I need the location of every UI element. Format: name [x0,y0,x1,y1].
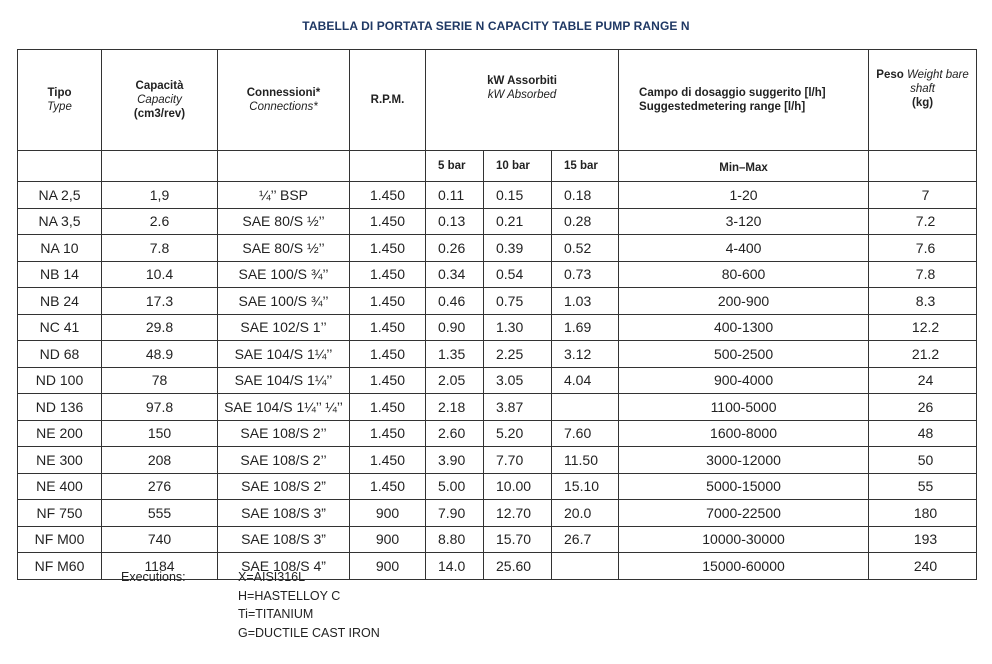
cell-metering-range: 10000-30000 [619,526,869,553]
cell-connection: SAE 108/S 2’’ [218,447,350,474]
header-type-label: Type [47,101,72,113]
cell-type: NB 14 [18,261,102,288]
table-row [18,473,977,500]
table-row [18,208,977,235]
cell-kw-5-bar: 8.80 [426,526,484,553]
cell-capacity: 10.4 [102,261,218,288]
cell-kw-15-bar: 20.0 [552,500,619,527]
cell-connection: SAE 100/S ¾’’ [218,288,350,315]
cell-weight: 21.2 [869,341,977,368]
cell-kw-5-bar: 14.0 [426,553,484,580]
cell-kw-15-bar: 0.52 [552,235,619,262]
header-campo-label: Campo di dosaggio suggerito [l/h] [639,87,826,99]
cell-type: NA 10 [18,235,102,262]
cell-connection: SAE 100/S ¾’’ [218,261,350,288]
cell-kw-10-bar: 5.20 [484,420,552,447]
execution-item: Ti=TITANIUM [238,607,314,621]
cell-rpm: 1.450 [350,420,426,447]
cell-connection: SAE 108/S 2” [218,473,350,500]
cell-type: NF M00 [18,526,102,553]
header-row [18,50,977,151]
table-row [18,314,977,341]
cell-type: ND 100 [18,367,102,394]
subheader-5-bar: 5 bar [426,151,484,182]
cell-metering-range: 80-600 [619,261,869,288]
cell-kw-10-bar: 1.30 [484,314,552,341]
cell-metering-range: 200-900 [619,288,869,315]
cell-kw-5-bar: 2.18 [426,394,484,421]
cell-type: NA 3,5 [18,208,102,235]
cell-rpm: 1.450 [350,447,426,474]
table-row [18,182,977,209]
cell-kw-5-bar: 0.11 [426,182,484,209]
cell-metering-range: 15000-60000 [619,553,869,580]
cell-capacity: 48.9 [102,341,218,368]
cell-weight: 180 [869,500,977,527]
cell-kw-10-bar: 3.05 [484,367,552,394]
cell-connection: SAE 108/S 4” [218,553,350,580]
subheader-empty [869,151,977,182]
cell-kw-10-bar: 0.39 [484,235,552,262]
cell-type: NA 2,5 [18,182,102,209]
header-rpm: R.P.M. [350,50,426,151]
execution-item: G=DUCTILE CAST IRON [238,625,380,640]
table-row [18,367,977,394]
cell-metering-range: 3000-12000 [619,447,869,474]
cell-rpm: 1.450 [350,367,426,394]
cell-kw-15-bar: 26.7 [552,526,619,553]
cell-rpm: 1.450 [350,341,426,368]
cell-capacity: 150 [102,420,218,447]
cell-kw-5-bar: 0.34 [426,261,484,288]
execution-item: H=HASTELLOY C [238,588,341,603]
cell-capacity: 1,9 [102,182,218,209]
cell-kw-15-bar [552,394,619,421]
subheader-empty [218,151,350,182]
table-row [18,394,977,421]
cell-rpm: 1.450 [350,208,426,235]
executions-list [238,568,488,642]
cell-kw-15-bar: 0.18 [552,182,619,209]
header-tipo-label: Tipo [47,87,72,99]
table-row [18,526,977,553]
cell-type: ND 68 [18,341,102,368]
cell-type: NE 200 [18,420,102,447]
cell-weight: 50 [869,447,977,474]
header-type [18,50,102,151]
header-weight [869,50,977,151]
cell-kw-10-bar: 0.75 [484,288,552,315]
subheader-empty [18,151,102,182]
cell-type: ND 136 [18,394,102,421]
header-weight-label: Weight bare [906,69,969,81]
cell-weight: 8.3 [869,288,977,315]
table-row [18,235,977,262]
cell-kw-5-bar: 0.46 [426,288,484,315]
cell-kw-15-bar: 4.04 [552,367,619,394]
cell-capacity: 17.3 [102,288,218,315]
cell-kw-15-bar: 1.69 [552,314,619,341]
cell-weight: 48 [869,420,977,447]
cell-metering-range: 400-1300 [619,314,869,341]
cell-rpm: 1.450 [350,288,426,315]
cell-connection: SAE 108/S 3” [218,526,350,553]
cell-rpm: 1.450 [350,314,426,341]
cell-connection: SAE 102/S 1’’ [218,314,350,341]
header-capacita-label: Capacità [135,80,184,92]
table-body [18,182,977,580]
cell-metering-range: 900-4000 [619,367,869,394]
header-kw-absorbed [426,50,619,151]
subheader-row [18,151,977,182]
cell-weight: 26 [869,394,977,421]
table-row [18,447,977,474]
header-suggested-label: Suggestedmetering range [l/h] [639,101,806,113]
cell-capacity: 97.8 [102,394,218,421]
execution-item: X=AISI316L [238,570,306,584]
cell-capacity: 555 [102,500,218,527]
cell-capacity: 208 [102,447,218,474]
cell-weight: 55 [869,473,977,500]
cell-kw-10-bar: 10.00 [484,473,552,500]
cell-capacity: 29.8 [102,314,218,341]
subheader-min-max: Min–Max [619,151,869,182]
cell-metering-range: 1-20 [619,182,869,209]
cell-weight: 7 [869,182,977,209]
cell-capacity: 2.6 [102,208,218,235]
cell-weight: 7.6 [869,235,977,262]
cell-kw-5-bar: 0.26 [426,235,484,262]
header-metering-range [619,50,869,151]
header-peso-label: Peso [876,69,904,81]
cell-connection: SAE 104/S 1¼’’ [218,367,350,394]
header-connections-label: Connections* [249,101,318,113]
cell-rpm: 1.450 [350,235,426,262]
cell-kw-10-bar: 15.70 [484,526,552,553]
executions-label: Executions: [121,570,186,584]
cell-connection: SAE 108/S 3” [218,500,350,527]
cell-metering-range: 4-400 [619,235,869,262]
cell-capacity: 1184 [102,553,218,580]
cell-type: NF 750 [18,500,102,527]
header-kg-label: (kg) [911,97,934,109]
cell-weight: 24 [869,367,977,394]
table-row [18,420,977,447]
capacity-table [17,49,977,580]
cell-kw-5-bar: 0.13 [426,208,484,235]
cell-kw-5-bar: 1.35 [426,341,484,368]
table-row [18,261,977,288]
subheader-15-bar: 15 bar [552,151,619,182]
cell-kw-10-bar: 2.25 [484,341,552,368]
table-row [18,288,977,315]
cell-metering-range: 3-120 [619,208,869,235]
cell-kw-5-bar: 2.05 [426,367,484,394]
header-kw-assorbiti-label: kW Assorbiti [487,75,557,87]
cell-weight: 240 [869,553,977,580]
cell-metering-range: 1600-8000 [619,420,869,447]
header-capacity [102,50,218,151]
cell-type: NB 24 [18,288,102,315]
cell-capacity: 740 [102,526,218,553]
header-connections [218,50,350,151]
cell-rpm: 900 [350,500,426,527]
cell-kw-15-bar: 7.60 [552,420,619,447]
subheader-10-bar: 10 bar [484,151,552,182]
cell-rpm: 900 [350,553,426,580]
cell-weight: 7.8 [869,261,977,288]
table-row [18,341,977,368]
cell-kw-10-bar: 3.87 [484,394,552,421]
cell-kw-5-bar: 2.60 [426,420,484,447]
cell-connection: SAE 80/S ½’’ [218,235,350,262]
cell-kw-15-bar: 15.10 [552,473,619,500]
cell-kw-10-bar: 7.70 [484,447,552,474]
cell-kw-5-bar: 7.90 [426,500,484,527]
cell-kw-5-bar: 5.00 [426,473,484,500]
cell-kw-15-bar: 1.03 [552,288,619,315]
table-row [18,500,977,527]
cell-kw-15-bar: 11.50 [552,447,619,474]
cell-type: NE 300 [18,447,102,474]
cell-metering-range: 5000-15000 [619,473,869,500]
cell-connection: SAE 104/S 1¼’’ ¼’’ [218,394,350,421]
cell-type: NE 400 [18,473,102,500]
subheader-empty [350,151,426,182]
cell-weight: 12.2 [869,314,977,341]
cell-connection: ¼’’ BSP [218,182,350,209]
cell-metering-range: 1100-5000 [619,394,869,421]
cell-metering-range: 7000-22500 [619,500,869,527]
page-title: TABELLA DI PORTATA SERIE N CAPACITY TABLE PUMP RANGE N [302,19,690,33]
cell-kw-15-bar: 0.28 [552,208,619,235]
cell-connection: SAE 80/S ½’’ [218,208,350,235]
cell-kw-5-bar: 0.90 [426,314,484,341]
cell-capacity: 276 [102,473,218,500]
cell-weight: 7.2 [869,208,977,235]
cell-kw-10-bar: 25.60 [484,553,552,580]
cell-type: NF M60 [18,553,102,580]
cell-kw-10-bar: 0.15 [484,182,552,209]
cell-kw-15-bar: 0.73 [552,261,619,288]
cell-rpm: 1.450 [350,182,426,209]
cell-metering-range: 500-2500 [619,341,869,368]
cell-connection: SAE 108/S 2’’ [218,420,350,447]
header-capacity-label: Capacity [137,94,182,106]
cell-type: NC 41 [18,314,102,341]
cell-rpm: 900 [350,526,426,553]
header-capacity-unit: (cm3/rev) [133,108,186,120]
header-shaft-label: shaft [910,83,935,95]
cell-rpm: 1.450 [350,261,426,288]
cell-rpm: 1.450 [350,473,426,500]
cell-rpm: 1.450 [350,394,426,421]
cell-kw-15-bar: 3.12 [552,341,619,368]
cell-capacity: 78 [102,367,218,394]
cell-kw-10-bar: 0.21 [484,208,552,235]
header-kw-absorbed-label: kW Absorbed [487,89,557,101]
subheader-empty [102,151,218,182]
cell-connection: SAE 104/S 1¼’’ [218,341,350,368]
cell-capacity: 7.8 [102,235,218,262]
cell-kw-5-bar: 3.90 [426,447,484,474]
cell-weight: 193 [869,526,977,553]
cell-kw-10-bar: 0.54 [484,261,552,288]
cell-kw-15-bar [552,553,619,580]
header-connessioni-label: Connessioni* [246,87,321,99]
cell-kw-10-bar: 12.70 [484,500,552,527]
